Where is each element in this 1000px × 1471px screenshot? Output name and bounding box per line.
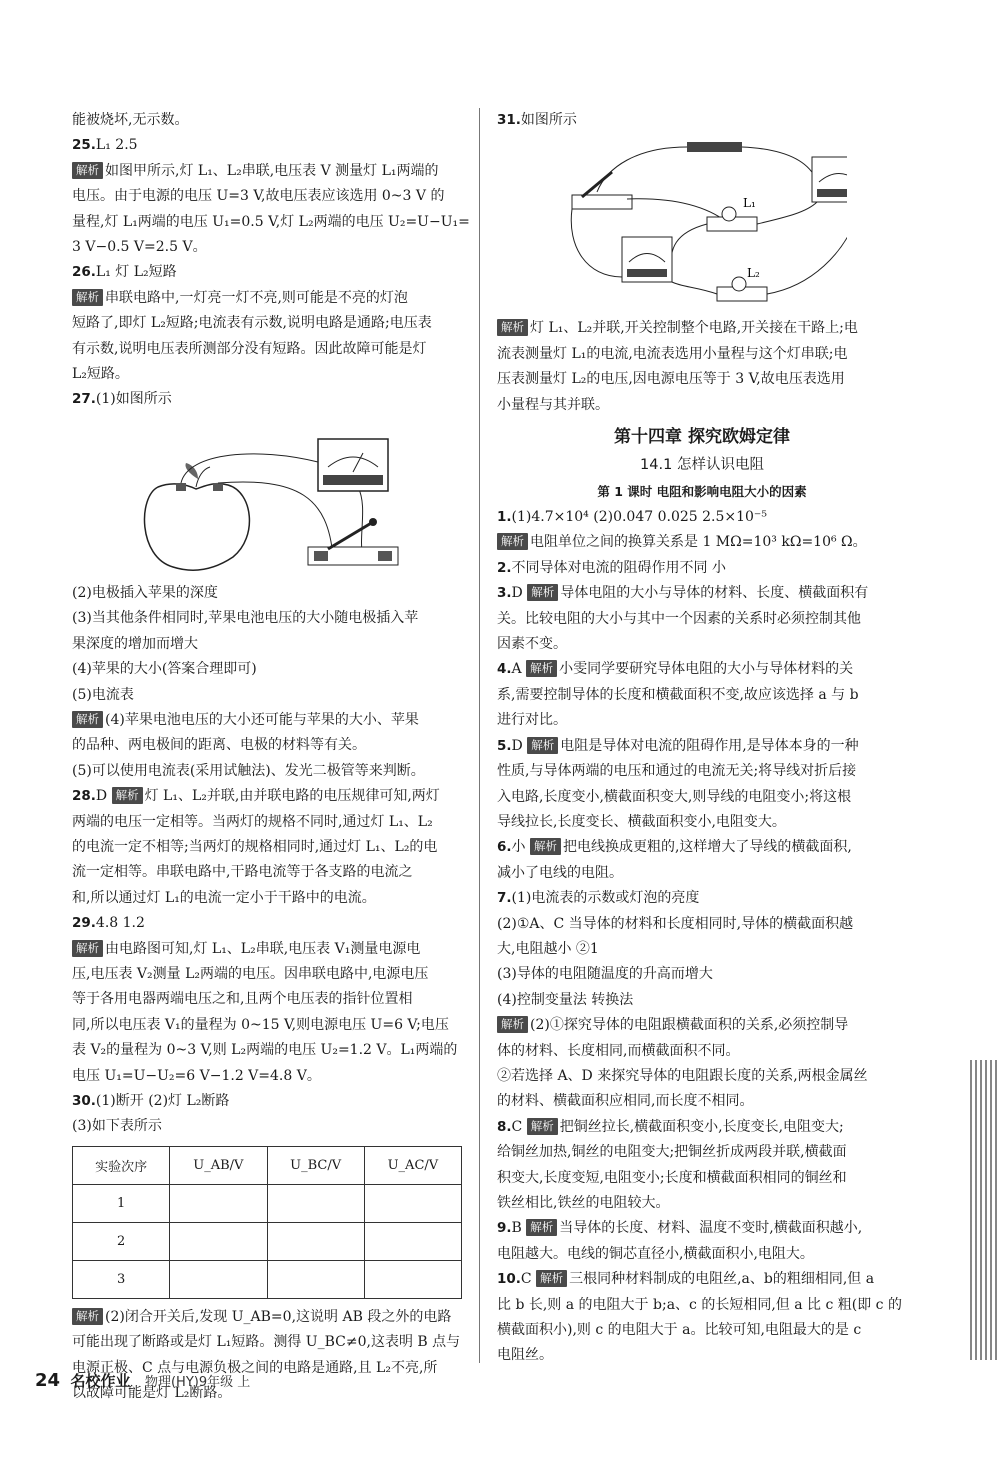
text-line xyxy=(497,1140,907,1165)
line-text: (4)苹果电池电压的大小还可能与苹果的大小、苹果 xyxy=(105,711,419,728)
line-text: 3 V−0.5 V=2.5 V。 xyxy=(72,239,207,256)
text-line xyxy=(497,108,907,133)
answer-value: D xyxy=(511,737,523,754)
line-text: 同,所以电压表 V₁的量程为 0~15 V,则电源电压 U=6 V;电压 xyxy=(72,1016,449,1033)
text-line xyxy=(497,1242,907,1267)
line-text: 小雯同学要研究导体电阻的大小与导体材料的关 xyxy=(559,661,854,678)
line-text: 进行对比。 xyxy=(497,712,567,729)
table-header-cell: U_AC/V xyxy=(364,1146,461,1184)
text-line xyxy=(72,1089,464,1114)
line-text: 小量程与其并联。 xyxy=(497,396,609,413)
lamp-label-l2: L₂ xyxy=(747,266,760,281)
text-line xyxy=(497,912,907,937)
line-text: 的品种、两电极间的距离、电极的材料等有关。 xyxy=(72,737,366,754)
text-line xyxy=(72,260,464,285)
analysis-tag: 解析 xyxy=(72,711,103,728)
question-number: 6. xyxy=(497,839,512,856)
question-number: 9. xyxy=(497,1220,512,1237)
analysis-tag: 解析 xyxy=(526,1219,557,1236)
line-text: 等于各用电器两端电压之和,且两个电压表的指针位置相 xyxy=(72,991,413,1008)
analysis-tag: 解析 xyxy=(112,787,143,804)
text-line xyxy=(72,860,464,885)
answer-value: D xyxy=(511,585,523,602)
text-line xyxy=(497,530,907,555)
question-number: 7. xyxy=(497,890,512,907)
table-cell-empty xyxy=(170,1222,267,1260)
line-text: (4)控制变量法 转换法 xyxy=(497,991,634,1008)
analysis-tag: 解析 xyxy=(72,940,103,957)
analysis-tag: 解析 xyxy=(497,533,528,550)
text-line xyxy=(72,581,464,606)
line-text: 压表测量灯 L₂的电压,因电源电压等于 3 V,故电压表选用 xyxy=(497,371,845,388)
text-line xyxy=(497,1318,907,1343)
line-text: 有示数,说明电压表所测部分没有短路。因此故障可能是灯 xyxy=(72,340,427,357)
line-text: (2)闭合开关后,发现 U_AB=0,这说明 AB 段之外的电路 xyxy=(105,1308,452,1325)
line-text: (3)导体的电阻随温度的升高而增大 xyxy=(497,966,713,983)
line-text: 流表测量灯 L₁的电流,电流表选用小量程与这个灯串联;电 xyxy=(497,345,848,362)
line-text: 两端的电压一定相等。当两灯的规格不同时,通过灯 L₁、L₂ xyxy=(72,813,433,830)
column-divider xyxy=(479,108,480,1363)
table-cell-empty xyxy=(364,1260,461,1298)
text-line xyxy=(497,835,907,860)
line-text: 入电路,长度变小,横截面积变大,则导线的电阻变小;将这根 xyxy=(497,788,852,805)
analysis-tag: 解析 xyxy=(536,1270,567,1287)
table-cell-empty xyxy=(364,1222,461,1260)
experiment-table xyxy=(72,1146,462,1299)
analysis-tag: 解析 xyxy=(497,1016,528,1033)
text-line xyxy=(72,1305,464,1330)
line-text: 当导体的长度、材料、温度不变时,横截面积越小, xyxy=(559,1220,863,1237)
table-cell: 3 xyxy=(73,1260,170,1298)
line-text: 由电路图可知,灯 L₁、L₂串联,电压表 V₁测量电源电 xyxy=(105,940,421,957)
text-line xyxy=(72,311,464,336)
line-text: 系,需要控制导体的长度和横截面积不变,故应该选择 a 与 b xyxy=(497,686,859,703)
table-cell-empty xyxy=(267,1222,364,1260)
right-column xyxy=(497,108,907,1369)
line-text: 体的材料、长度相同,而横截面积不同。 xyxy=(497,1042,740,1059)
text-line xyxy=(72,683,464,708)
analysis-tag: 解析 xyxy=(530,838,561,855)
question-number: 26. xyxy=(72,264,96,281)
line-text: 流一定相等。串联电路中,干路电流等于各支路的电流之 xyxy=(72,864,413,881)
text-line xyxy=(497,937,907,962)
book-info: 物理(HY)9年级 上 xyxy=(144,1375,251,1390)
table-row xyxy=(73,1222,462,1260)
line-text: 以故障可能是灯 L₂断路。 xyxy=(72,1385,232,1402)
question-number: 31. xyxy=(497,112,521,128)
table-header-cell: U_BC/V xyxy=(267,1146,364,1184)
line-text: L₂短路。 xyxy=(72,366,129,383)
analysis-tag: 解析 xyxy=(72,1308,103,1325)
line-text: 如图甲所示,灯 L₁、L₂串联,电压表 V 测量灯 L₁两端的 xyxy=(105,162,439,179)
question-number: 8. xyxy=(497,1118,512,1135)
line-text: (1)如图所示 xyxy=(95,391,172,408)
text-line xyxy=(497,988,907,1013)
text-line xyxy=(497,759,907,784)
line-text: 短路了,即灯 L₂短路;电流表有示数,说明电路是通路;电压表 xyxy=(72,315,432,332)
line-text: (2)①探究导体的电阻跟横截面积的关系,必须控制导 xyxy=(530,1017,849,1034)
left-column xyxy=(72,108,470,1406)
table-header-cell: 实验次序 xyxy=(73,1146,170,1184)
line-text: (2)①A、C 当导体的材料和长度相同时,导体的横截面积越 xyxy=(497,915,854,932)
line-text: 可能出现了断路或是灯 L₁短路。测得 U_BC≠0,这表明 B 点与 xyxy=(72,1334,461,1351)
text-line xyxy=(497,581,907,606)
line-text: 性质,与导体两端的电压和通过的电流无关;将导线对折后接 xyxy=(497,763,857,780)
line-text: 把铜丝拉长,横截面积变小,长度变长,电阻变大; xyxy=(559,1118,844,1135)
text-line xyxy=(497,734,907,759)
line-text: 量程,灯 L₁两端的电压 U₁=0.5 V,灯 L₂两端的电压 U₂=U−U₁= xyxy=(72,213,470,230)
text-line xyxy=(72,987,464,1012)
text-line xyxy=(497,861,907,886)
question-number: 10. xyxy=(497,1271,521,1288)
parallel-circuit-figure xyxy=(557,137,847,312)
text-line xyxy=(72,184,464,209)
page-number: 24 xyxy=(35,1370,61,1391)
table-cell: 2 xyxy=(73,1222,170,1260)
answer-value: A xyxy=(511,661,522,678)
text-line xyxy=(72,337,464,362)
table-cell-empty xyxy=(364,1184,461,1222)
text-line xyxy=(497,607,907,632)
line-text: (3)如下表所示 xyxy=(72,1118,162,1135)
text-line xyxy=(72,1038,464,1063)
question-number: 27. xyxy=(72,391,96,408)
text-line xyxy=(497,810,907,835)
answer-value: 小 xyxy=(511,839,526,856)
table-cell-empty xyxy=(170,1184,267,1222)
text-line xyxy=(497,683,907,708)
question-number: 30. xyxy=(72,1093,96,1109)
question-number: 4. xyxy=(497,661,512,678)
text-line xyxy=(497,1216,907,1241)
text-line xyxy=(72,387,464,412)
text-line xyxy=(72,1013,464,1038)
text-line xyxy=(497,1013,907,1038)
text-line xyxy=(72,133,464,158)
line-text: 能被烧坏,无示数。 xyxy=(72,112,189,128)
line-text: 比 b 长,则 a 的电阻大于 b;a、c 的长短相同,但 a 比 c 粗(即 c 的 xyxy=(497,1296,902,1313)
line-text: (5)可以使用电流表(采用试触法)、发光二极管等来判断。 xyxy=(72,762,425,779)
line-text: (1)电流表的示数或灯泡的亮度 xyxy=(511,890,700,907)
text-line xyxy=(72,657,464,682)
line-text: (1)4.7×10⁴ (2)0.047 0.025 2.5×10⁻⁵ xyxy=(511,509,767,526)
text-line xyxy=(497,708,907,733)
table-cell-empty xyxy=(170,1260,267,1298)
text-line xyxy=(72,286,464,311)
line-text: L₁ 灯 L₂短路 xyxy=(95,264,177,281)
analysis-tag: 解析 xyxy=(527,737,558,754)
line-text: 铁丝相比,铁丝的电阻较大。 xyxy=(497,1195,670,1211)
text-line xyxy=(497,393,907,418)
text-line xyxy=(497,342,907,367)
text-line xyxy=(72,108,464,133)
apple-battery-figure xyxy=(118,417,418,577)
line-text: 导线拉长,长度变长、横截面积变小,电阻变大。 xyxy=(497,813,786,830)
line-text: ②若选择 A、D 来探究导体的电阻跟长度的关系,两根金属丝 xyxy=(497,1067,868,1084)
text-line xyxy=(72,835,464,860)
page-footer xyxy=(35,1370,250,1391)
chapter-title: 第十四章 探究欧姆定律 xyxy=(614,427,790,448)
text-line xyxy=(497,1267,907,1292)
line-text: 电阻丝。 xyxy=(497,1347,553,1364)
line-text: 不同导体对电流的阻碍作用不同 小 xyxy=(511,559,726,576)
text-line xyxy=(72,362,464,387)
question-number: 1. xyxy=(497,509,512,526)
analysis-tag: 解析 xyxy=(497,319,528,336)
page-edge-shadow xyxy=(970,1060,1000,1360)
line-text: 关。比较电阻的大小与其中一个因素的关系时必须控制其他 xyxy=(497,610,861,627)
line-text: 把电线换成更粗的,这样增大了导线的横截面积, xyxy=(562,839,852,856)
line-text: (3)当其他条件相同时,苹果电池电压的大小随电极插入苹 xyxy=(72,610,419,627)
analysis-tag: 解析 xyxy=(72,289,103,306)
line-text: 电压 U₁=U−U₂=6 V−1.2 V=4.8 V。 xyxy=(72,1067,321,1084)
line-text: 因素不变。 xyxy=(497,636,567,653)
line-text: 如图所示 xyxy=(520,112,577,128)
text-line xyxy=(497,505,907,530)
text-line xyxy=(72,210,470,235)
line-text: 大,电阻越小 ②1 xyxy=(497,940,599,957)
text-line xyxy=(72,632,464,657)
line-text: (5)电流表 xyxy=(72,686,134,703)
question-number: 29. xyxy=(72,915,96,932)
text-line xyxy=(72,159,464,184)
line-text: (1)断开 (2)灯 L₂断路 xyxy=(95,1093,230,1109)
question-number: 2. xyxy=(497,559,512,576)
table-cell-empty xyxy=(267,1184,364,1222)
text-line xyxy=(497,962,907,987)
text-line xyxy=(497,1089,907,1114)
line-text: 的材料、横截面积应相同,而长度不相同。 xyxy=(497,1093,754,1110)
line-text: 电压。由于电源的电压 U=3 V,故电压表应该选用 0~3 V 的 xyxy=(72,188,445,205)
line-text: 压,电压表 V₂测量 L₂两端的电压。因串联电路中,电源电压 xyxy=(72,965,429,982)
question-number: 25. xyxy=(72,137,96,154)
table-cell-empty xyxy=(267,1260,364,1298)
text-line xyxy=(497,886,907,911)
question-number: 3. xyxy=(497,585,512,602)
line-text: 4.8 1.2 xyxy=(95,915,145,932)
line-text: 横截面积小),则 c 的电阻大于 a。比较可知,电阻最大的是 c xyxy=(497,1322,862,1339)
text-line xyxy=(497,1064,907,1089)
line-text: 灯 L₁、L₂并联,开关控制整个电路,开关接在干路上;电 xyxy=(530,320,858,337)
text-line xyxy=(72,1330,464,1355)
text-line xyxy=(72,886,464,911)
text-line xyxy=(72,733,464,758)
line-text: 积变大,长度变短,电阻变小;长度和横截面积相同的铜丝和 xyxy=(497,1169,847,1186)
text-line xyxy=(72,1064,464,1089)
analysis-tag: 解析 xyxy=(72,162,103,179)
answer-value: C xyxy=(520,1271,532,1288)
text-line xyxy=(72,810,464,835)
answer-value: C xyxy=(511,1118,523,1135)
line-text: L₁ 2.5 xyxy=(95,137,138,154)
text-line xyxy=(72,784,464,809)
text-line xyxy=(72,235,464,260)
question-number: 28. xyxy=(72,788,96,805)
table-row xyxy=(73,1260,462,1298)
line-text: 三根同种材料制成的电阻丝,a、b的粗细相同,但 a xyxy=(569,1271,875,1288)
section-title: 14.1 怎样认识电阻 xyxy=(640,457,764,474)
text-line xyxy=(497,556,907,581)
text-line xyxy=(72,962,464,987)
line-text: 灯 L₁、L₂并联,由并联电路的电压规律可知,两灯 xyxy=(144,788,440,805)
lamp-label-l1: L₁ xyxy=(743,196,756,211)
line-text: 给铜丝加热,铜丝的电阻变大;把铜丝折成两段并联,横截面 xyxy=(497,1144,847,1161)
line-text: 电阻单位之间的换算关系是 1 MΩ=10³ kΩ=10⁶ Ω。 xyxy=(530,534,867,551)
text-line xyxy=(72,937,464,962)
line-text: 和,所以通过灯 L₁的电流一定小于干路中的电流。 xyxy=(72,889,376,906)
line-text: 的电流一定不相等;当两灯的规格相同时,通过灯 L₁、L₂的电 xyxy=(72,838,438,855)
text-line xyxy=(72,1114,464,1139)
text-line xyxy=(497,1166,907,1191)
text-line xyxy=(72,708,464,733)
text-line xyxy=(72,911,464,936)
lesson-title: 第 1 课时 电阻和影响电阻大小的因素 xyxy=(597,484,807,500)
text-line xyxy=(497,1343,907,1368)
line-text: 串联电路中,一灯亮一灯不亮,则可能是不亮的灯泡 xyxy=(105,289,408,306)
analysis-tag: 解析 xyxy=(527,1118,558,1135)
line-text: (2)电极插入苹果的深度 xyxy=(72,584,218,601)
line-text: 表 V₂的量程为 0~3 V,则 L₂两端的电压 U₂=1.2 V。L₁两端的 xyxy=(72,1042,458,1059)
text-line xyxy=(497,316,907,341)
line-text: 电阻越大。电线的铜芯直径小,横截面积小,电阻大。 xyxy=(497,1245,814,1262)
text-line xyxy=(497,632,907,657)
question-number: 5. xyxy=(497,737,512,754)
text-line xyxy=(497,367,907,392)
table-header-cell: U_AB/V xyxy=(170,1146,267,1184)
text-line xyxy=(497,1191,907,1216)
text-line xyxy=(497,785,907,810)
line-text: 导体电阻的大小与导体的材料、长度、横截面积有 xyxy=(560,585,869,602)
text-line xyxy=(72,606,464,631)
table-row xyxy=(73,1184,462,1222)
text-line xyxy=(497,657,907,682)
analysis-tag: 解析 xyxy=(527,584,558,601)
line-text: 减小了电线的电阻。 xyxy=(497,864,623,881)
line-text: 电阻是导体对电流的阻碍作用,是导体本身的一种 xyxy=(560,737,859,754)
line-text: 果深度的增加而增大 xyxy=(72,635,198,652)
text-line xyxy=(497,1115,907,1140)
answer-value: B xyxy=(511,1220,522,1237)
brand-name: 名校作业 xyxy=(70,1372,131,1390)
analysis-tag: 解析 xyxy=(526,660,557,677)
text-line xyxy=(72,759,464,784)
line-text: (4)苹果的大小(答案合理即可) xyxy=(72,661,257,678)
text-line xyxy=(497,1039,907,1064)
table-cell: 1 xyxy=(73,1184,170,1222)
answer-value: D xyxy=(95,788,108,805)
line-text: 电源正极、C 点与电源负极之间的电路是通路,且 L₂不亮,所 xyxy=(72,1359,438,1376)
text-line xyxy=(497,1293,907,1318)
